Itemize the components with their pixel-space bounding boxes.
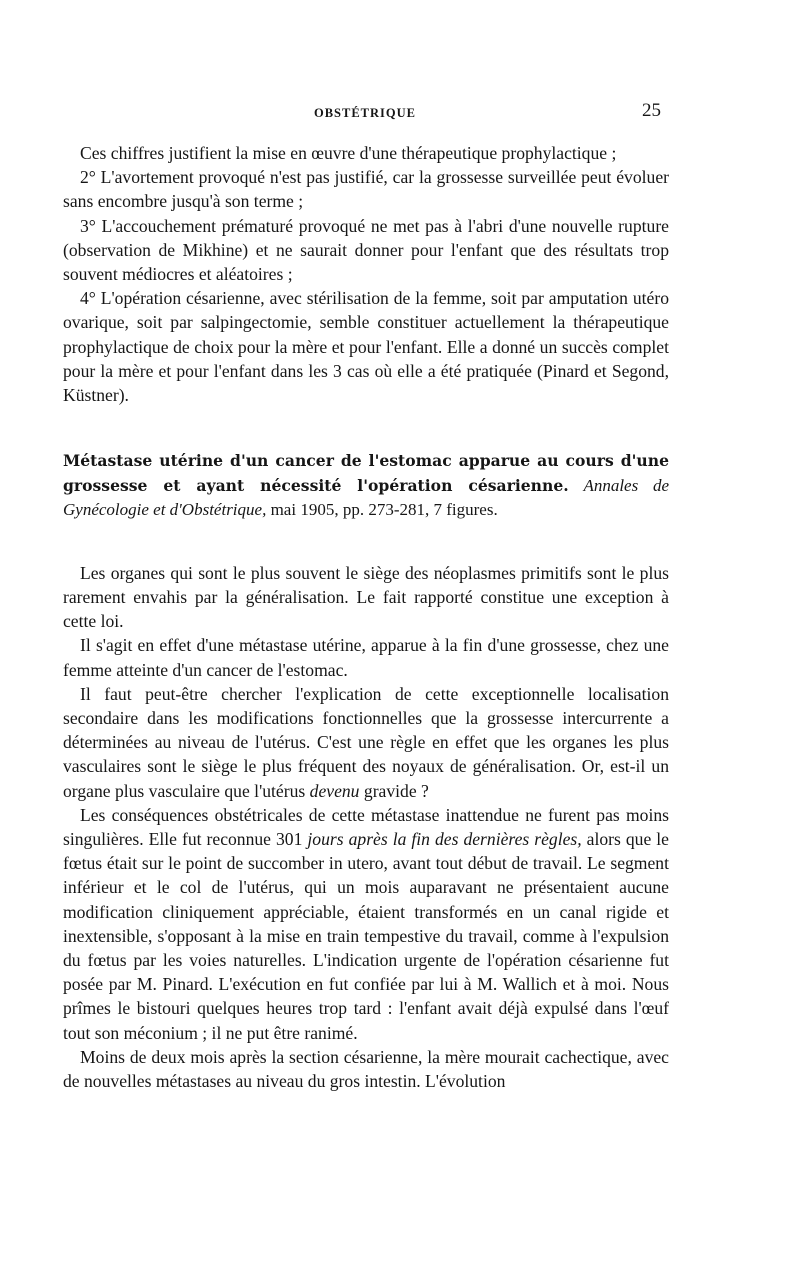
paragraph-4-text: Les conséquences obstétricales de cette métastase inattendue ne furent pas moins singulières. Elle fut reconnue 301 (63, 804, 669, 849)
paragraph-3-text: Il faut peut-être chercher l'explication de cette exceptionnelle localisation secondaire dans les modifications fonctionnelles que la grossesse intercurrente a déterminées au niveau de l'utérus. C'est une règle en effet que les organes les plus vasculaires sont le siège le plus fréquent des noyaux de généralisation. Or, est-il un organe plus vasculaire que l'utérus (63, 683, 669, 801)
paragraph-intro: Ces chiffres justifient la mise en œuvre d'une thérapeutique prophylactique ; (80, 143, 617, 163)
paragraph-4 (63, 803, 669, 1045)
article-heading (63, 449, 669, 523)
paragraph-3 (63, 682, 669, 803)
paragraph-point-4: 4° L'opération césarienne, avec stérilisation de la femme, soit par amputation utéro ovarique, soit par salpingectomie, semble constituer actuellement la thérapeutique prophylactique de choix pour la mère et pour l'enfant. Elle a donné un succès complet pour la mère et pour l'enfant dans les 3 cas où elle a été pratiquée (Pinard et Segond, Küstner). (63, 288, 669, 406)
paragraph-3-emphasis: devenu (309, 780, 360, 801)
page-number: 25 (642, 100, 661, 121)
paragraph-point-2: 2° L'avortement provoqué n'est pas justifié, car la grossesse surveillée peut évoluer sans encombre jusqu'à son terme ; (63, 167, 669, 212)
article-title: Métastase utérine d'un cancer de l'estomac apparue au cours d'une grossesse et ayant nécessité l'opération césarienne. (63, 451, 669, 495)
body-text (63, 141, 669, 1093)
paragraph-5: Moins de deux mois après la section césarienne, la mère mourait cachectique, avec de nouvelles métastases au niveau du gros intestin. L'évolution (63, 1046, 669, 1091)
running-head (0, 100, 800, 128)
paragraph-2: Il s'agit en effet d'une métastase utérine, apparue à la fin d'une grossesse, chez une femme atteinte d'un cancer de l'estomac. (63, 635, 669, 680)
journal-name: Annales de Gynécologie et d'Obstétrique, (63, 475, 669, 520)
article-reference: mai 1905, pp. 273-281, 7 figures. (270, 500, 498, 520)
paragraph-4-emphasis: jours après la fin des dernières règles, (307, 828, 582, 849)
paragraph-1: Les organes qui sont le plus souvent le siège des néoplasmes primitifs sont le plus rarement envahis par la généralisation. Le fait rapporté constitue une exception à cette loi. (63, 562, 669, 632)
paragraph-3-end: gravide ? (363, 780, 429, 801)
paragraph-point-3: 3° L'accouchement prématuré provoqué ne met pas à l'abri d'une nouvelle rupture (observation de Mikhine) et ne saurait donner pour l'enfant que des résultats trop souvent médiocres et aléatoires ; (63, 215, 669, 285)
running-title: OBSTÉTRIQUE (314, 106, 417, 120)
paragraph-4-end: alors que le fœtus était sur le point de succomber in utero, avant tout début de travail. Le segment inférieur et le col de l'utérus, qui un mois auparavant ne présentaient aucune modification cliniquement appréciable, étaient transformés en un canal rigide et inextensible, s'opposant à la mise en train tempestive du travail, comme à l'expulsion du fœtus par les voies naturelles. L'indication urgente de l'opération césarienne fut posée par M. Pinard. L'exécution en fut confiée par lui à M. Wallich et à moi. Nous prîmes le bistouri quelques heures trop tard : l'enfant avait déjà expulsé dans l'œuf tout son méconium ; il ne put être ranimé. (63, 828, 669, 1043)
